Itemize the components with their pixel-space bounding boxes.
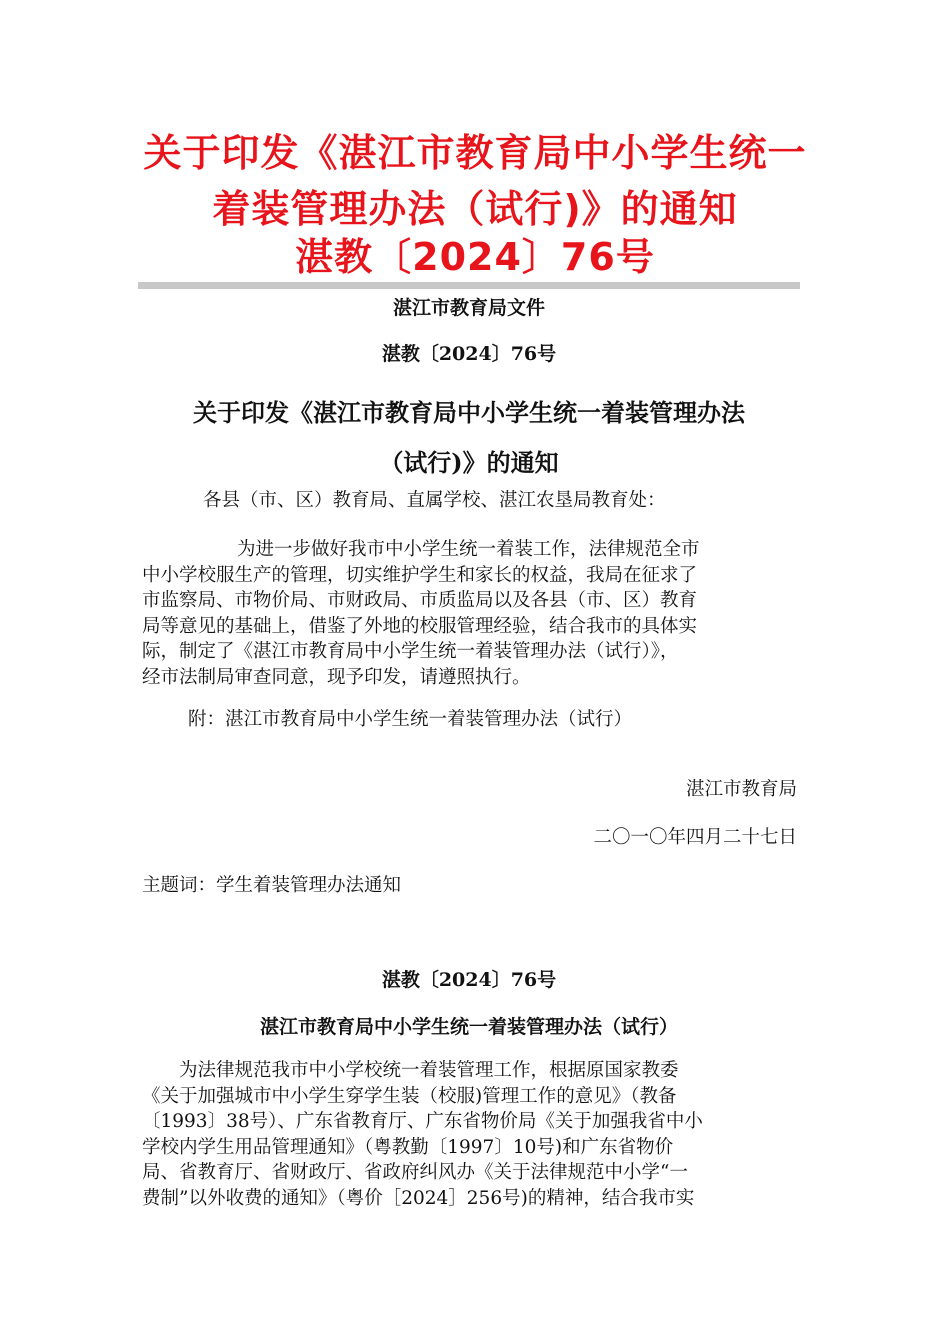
- addressee: 各县（市、区）教育局、直属学校、湛江农垦局教育处：: [203, 490, 666, 511]
- notice-body-line: 局等意见的基础上，借鉴了外地的校服管理经验，结合我市的具体实: [142, 615, 698, 637]
- attachment-body-line: 学校内学生用品管理通知》（粤教勤〔1997〕10号)和广东省物价: [142, 1136, 674, 1158]
- attachment-body-paragraph: [142, 1058, 797, 1211]
- red-header-title-line-2: 着装管理办法（试行)》的通知: [212, 187, 738, 231]
- notice-doc-number: 湛教〔2024〕76号: [381, 343, 557, 365]
- notice-body-line: 市监察局、市物价局、市财政局、市质监局以及各县（市、区）教育: [142, 590, 698, 611]
- notice-body-line: 中小学校服生产的管理，切实维护学生和家长的权益，我局在征求了: [142, 564, 698, 586]
- attachment-body-line: 费制”以外收费的通知》（粤价［2024］256号)的精神，结合我市实: [142, 1187, 695, 1209]
- issuer-label: 湛江市教育局文件: [392, 297, 545, 319]
- header-divider: [138, 282, 800, 289]
- notice-body-paragraph: [142, 537, 797, 690]
- attachment-body-line: 局、省教育厅、省财政厅、省政府纠风办《关于法律规范中小学“一: [142, 1162, 688, 1183]
- notice-body-line: 际，制定了《湛江市教育局中小学生统一着装管理办法（试行）》，: [142, 641, 679, 662]
- attachment-body-line: 《关于加强城市中小学生穿学生装（校服)管理工作的意见》（教备: [142, 1085, 677, 1107]
- attachment-body-line: 〔1993〕38号）、广东省教育厅、广东省物价局《关于加强我省中小: [142, 1111, 703, 1132]
- notice-body-line: 为进一步做好我市中小学生统一着装工作，法律规范全市: [237, 539, 700, 560]
- attachment-body-line: 为法律规范我市中小学校统一着装管理工作，根据原国家教委: [179, 1060, 679, 1081]
- signature-organization: 湛江市教育局: [685, 779, 797, 800]
- attachment-line: 附：湛江市教育局中小学生统一着装管理办法（试行）: [188, 709, 633, 730]
- notice-title-line-1: 关于印发《湛江市教育局中小学生统一着装管理办法: [193, 398, 745, 427]
- attachment-title: 湛江市教育局中小学生统一着装管理办法（试行）: [259, 1016, 678, 1038]
- notice-title-line-2: （试行)》的通知: [379, 448, 559, 477]
- keywords-line: 主题词：学生着装管理办法通知: [142, 875, 402, 896]
- red-header-doc-number: 湛教〔2024〕76号: [295, 235, 655, 279]
- notice-body-line: 经市法制局审查同意，现予印发，请遵照执行。: [142, 666, 531, 688]
- red-header-title-line-1: 关于印发《湛江市教育局中小学生统一: [143, 131, 807, 175]
- signature-date: 二〇一〇年四月二十七日: [593, 827, 797, 848]
- attachment-doc-number: 湛教〔2024〕76号: [381, 969, 557, 991]
